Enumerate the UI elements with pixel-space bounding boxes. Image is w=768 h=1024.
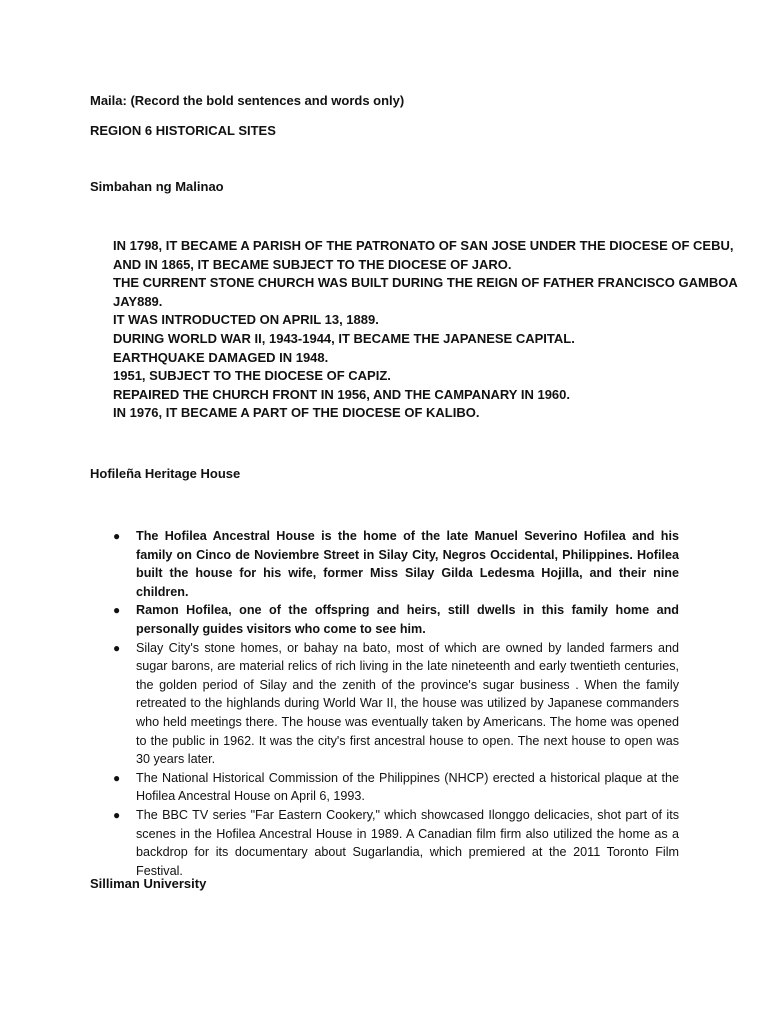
list-item bbox=[113, 601, 679, 638]
fact-line: IN 1798, IT BECAME A PARISH OF THE PATRONATO OF SAN JOSE UNDER THE DIOCESE OF CEBU, bbox=[113, 238, 734, 253]
list-item bbox=[113, 639, 679, 769]
section-heading-malinao: Simbahan ng Malinao bbox=[90, 179, 224, 194]
bullet-text: Silay City's stone homes, or bahay na bato, most of which are owned by landed farmers and sugar barons, are material relics of rich living in the late nineteenth and early twentieth centuries, the golden period of Silay and the zenith of the province's sugar business . When the family retreated to the highlands during World War II, the house was utilized by Japanese commanders who held meetings there. The house was eventually taken by Americans. The home was opened to the public in 1962. It was the city's first ancestral house to open. The next house to open was 30 years later. bbox=[136, 640, 679, 767]
bullet-text: The BBC TV series "Far Eastern Cookery," which showcased Ilonggo delicacies, shot part of its scenes in the Hofilea Ancestral House in 1989. A Canadian film firm also utilized the home as a backdrop for its documentary about Sugarlandia, which premiered at the 2011 Toronto Film Festival. bbox=[136, 807, 679, 878]
list-item bbox=[113, 806, 679, 880]
section-heading-hofilena: Hofileña Heritage House bbox=[90, 466, 241, 481]
list-item bbox=[113, 769, 679, 806]
fact-line: DURING WORLD WAR II, 1943-1944, IT BECAME THE JAPANESE CAPITAL. bbox=[113, 330, 575, 346]
fact-line: IT WAS INTRODUCTED ON APRIL 13, 1889. bbox=[113, 312, 379, 328]
page-title: REGION 6 HISTORICAL SITES bbox=[90, 123, 276, 138]
bullet-text: The Hofilea Ancestral House is the home of the late Manuel Severino Hofilea and his family on Cinco de Noviembre Street in Silay City, Negros Occidental, Philippines. Hofilea built the house for his wife, former Miss Silay Gilda Ledesma Hojilla, and their nine children. bbox=[136, 529, 679, 599]
bullet-icon: ● bbox=[113, 770, 121, 785]
bullet-icon: ● bbox=[113, 529, 121, 543]
fact-line: 1951, SUBJECT TO THE DIOCESE OF CAPIZ. bbox=[113, 368, 391, 384]
fact-line: IN 1976, IT BECAME A PART OF THE DIOCESE OF KALIBO. bbox=[113, 405, 480, 421]
section-heading-silliman: Silliman University bbox=[90, 876, 207, 891]
bullet-icon: ● bbox=[113, 807, 121, 822]
fact-line: THE CURRENT STONE CHURCH WAS BUILT DURING THE REIGN OF FATHER FRANCISCO GAMBOA bbox=[113, 275, 738, 291]
bullet-icon: ● bbox=[113, 640, 121, 655]
intro-note: Maila: (Record the bold sentences and words only) bbox=[90, 93, 405, 108]
hofilena-bullet-list bbox=[113, 527, 679, 880]
list-item bbox=[113, 527, 679, 601]
bullet-icon: ● bbox=[113, 603, 121, 618]
fact-line: AND IN 1865, IT BECAME SUBJECT TO THE DIOCESE OF JARO. bbox=[113, 256, 512, 272]
malinao-facts bbox=[113, 237, 738, 423]
bullet-text: The National Historical Commission of the Philippines (NHCP) erected a historical plaque at the Hofilea Ancestral House on April 6, 1993. bbox=[136, 770, 679, 804]
fact-line: REPAIRED THE CHURCH FRONT IN 1956, AND THE CAMPANARY IN 1960. bbox=[113, 386, 570, 402]
fact-line: JAY889. bbox=[113, 293, 163, 309]
bullet-text: Ramon Hofilea, one of the offspring and heirs, still dwells in this family home and personally guides visitors who come to see him. bbox=[136, 603, 679, 636]
fact-line: EARTHQUAKE DAMAGED IN 1948. bbox=[113, 349, 329, 365]
